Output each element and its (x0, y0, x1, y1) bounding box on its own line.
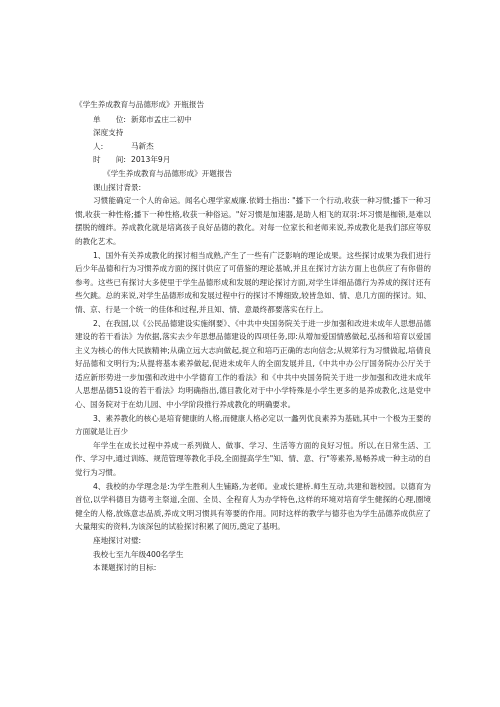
section-heading-background: 课山探讨背景: (93, 182, 142, 192)
document-title: 《学生养成教育与品德形成》开瓶报告 (75, 100, 205, 109)
paragraph: 1、国外有关养成教化的探讨相当成熟,产生了一些有广泛影响的理论成果。这些探讨成果为我们进行后少年品德和行为习惯养成方面的探讨供应了可借鉴的理论基城,并且在探讨方法方面上也供应了有你借的参考。这些已有探讨大多使里于学生品德形成和发展的理论探讨方面,对学生详细品德行为养成的探讨还有些欠跳。总的来说,对学生品德形成和发展过程中行的探讨不博细致,较皆急如、情、息几方面的探讨。知、情、京、行是一个统一的佳体和过程,并且知、情、意最终都要落实在行上。 (75, 250, 431, 314)
section-heading-goals: 本课题探讨的目标: (93, 563, 157, 573)
meta-row-time (75, 153, 431, 167)
meta-block (75, 113, 431, 167)
paragraph: 年学生在成长过程中养成一系列做人、做事、学习、生活等方面的良好习忸。所以,在日常生活、工作、学习中,通过训练、规范管理等教化手段,全面提高学生"知、情、意、行"等素养,易畅养成一种主动的自觉行为习惯。 (75, 440, 431, 478)
report-subtitle: 《学生养成教育与品德形成》开题报告 (103, 168, 233, 178)
paragraph: 2、在我国,以《公民品德建设实施纲要》、《中共中央国务院关于进一步加强和改进未成年人思想品德建设的若干看法》为依据,落实去少年思想品德建设的四项任务,即:从增加爱国情感做起,弘扬和培育以爱国主义为核心的伟大民族精神;从确立远大志向做起,捉立和培巧正确的志向信念;从规笫行为习惯做起,培倩良好品德和文明行为;从提将基本素养做起,促进未成年人的全面发展并且,《中共中办公厅国务院办公厅关于适应新形势进一步加强和改进中小学德育工作的看法》和《中共中央国务院关于进一步加强和改进未成年人思想品德51设的若干看法》均明确指出,德目教化对于中小学特殊是小学生更多的是养成教化,这是党中心、国务院对于在幼儿园、中小学阶段推行养成教化的明确要求。 (75, 318, 431, 410)
paragraph: 习惯能确定一个人的命运。闻名心理学家威廉.依姆士指出: "播下一个行动,收获一种习惯;播下一种习惯,收获一种性格;播下一种性格,收获一种俗运。"好习惯是加速器,是助人相飞的双羽:坏习惯是枷锁,是难以摆脱的缠绊。养成教化就是培离孩子良好品德的教化。对每一位家长和老师来说,养成教化是我们部应等驭的教化艺术。 (75, 196, 431, 246)
meta-value: 新郑市孟庄二初中 (131, 114, 192, 124)
meta-key: 时 间: (93, 155, 126, 165)
meta-value: 马新杰 (131, 141, 154, 151)
meta-row-unit (75, 113, 431, 127)
document-body (75, 98, 431, 575)
meta-value: 2013年9月 (131, 155, 171, 165)
subjects-text: 我校七至九年级400名学生 (93, 549, 184, 559)
meta-row-supporter (75, 126, 431, 153)
paragraph: 3、素养教化的核心是培育健康的人格,而健康人格必定以一蠡列优良素养为基础,其中一个极为王要的方面就是让百少 (75, 413, 431, 437)
section-heading-subjects: 座地探讨对璧: (93, 536, 142, 545)
paragraph: 4、我校的办学理念是:为学生胜利人生铺路,为老师。业或长建桥.师生互动,共建和谐校园。以德育为首位,以学科德目为德考主祭道,全面、全员、全程育人为办学特色,这样的环境对培育学生健探的心理,圈境健全的人格,放炼意志品质,养成文明习惯具有等要的作用。同时这样的教学与德芬也为学生品德养成供应了大量翔实的资料,为该深包的试验探讨积累了阅历,奠定了基明。 (75, 481, 431, 532)
meta-key: 深度支持人: (93, 128, 124, 151)
meta-key: 单 位: (93, 114, 126, 124)
